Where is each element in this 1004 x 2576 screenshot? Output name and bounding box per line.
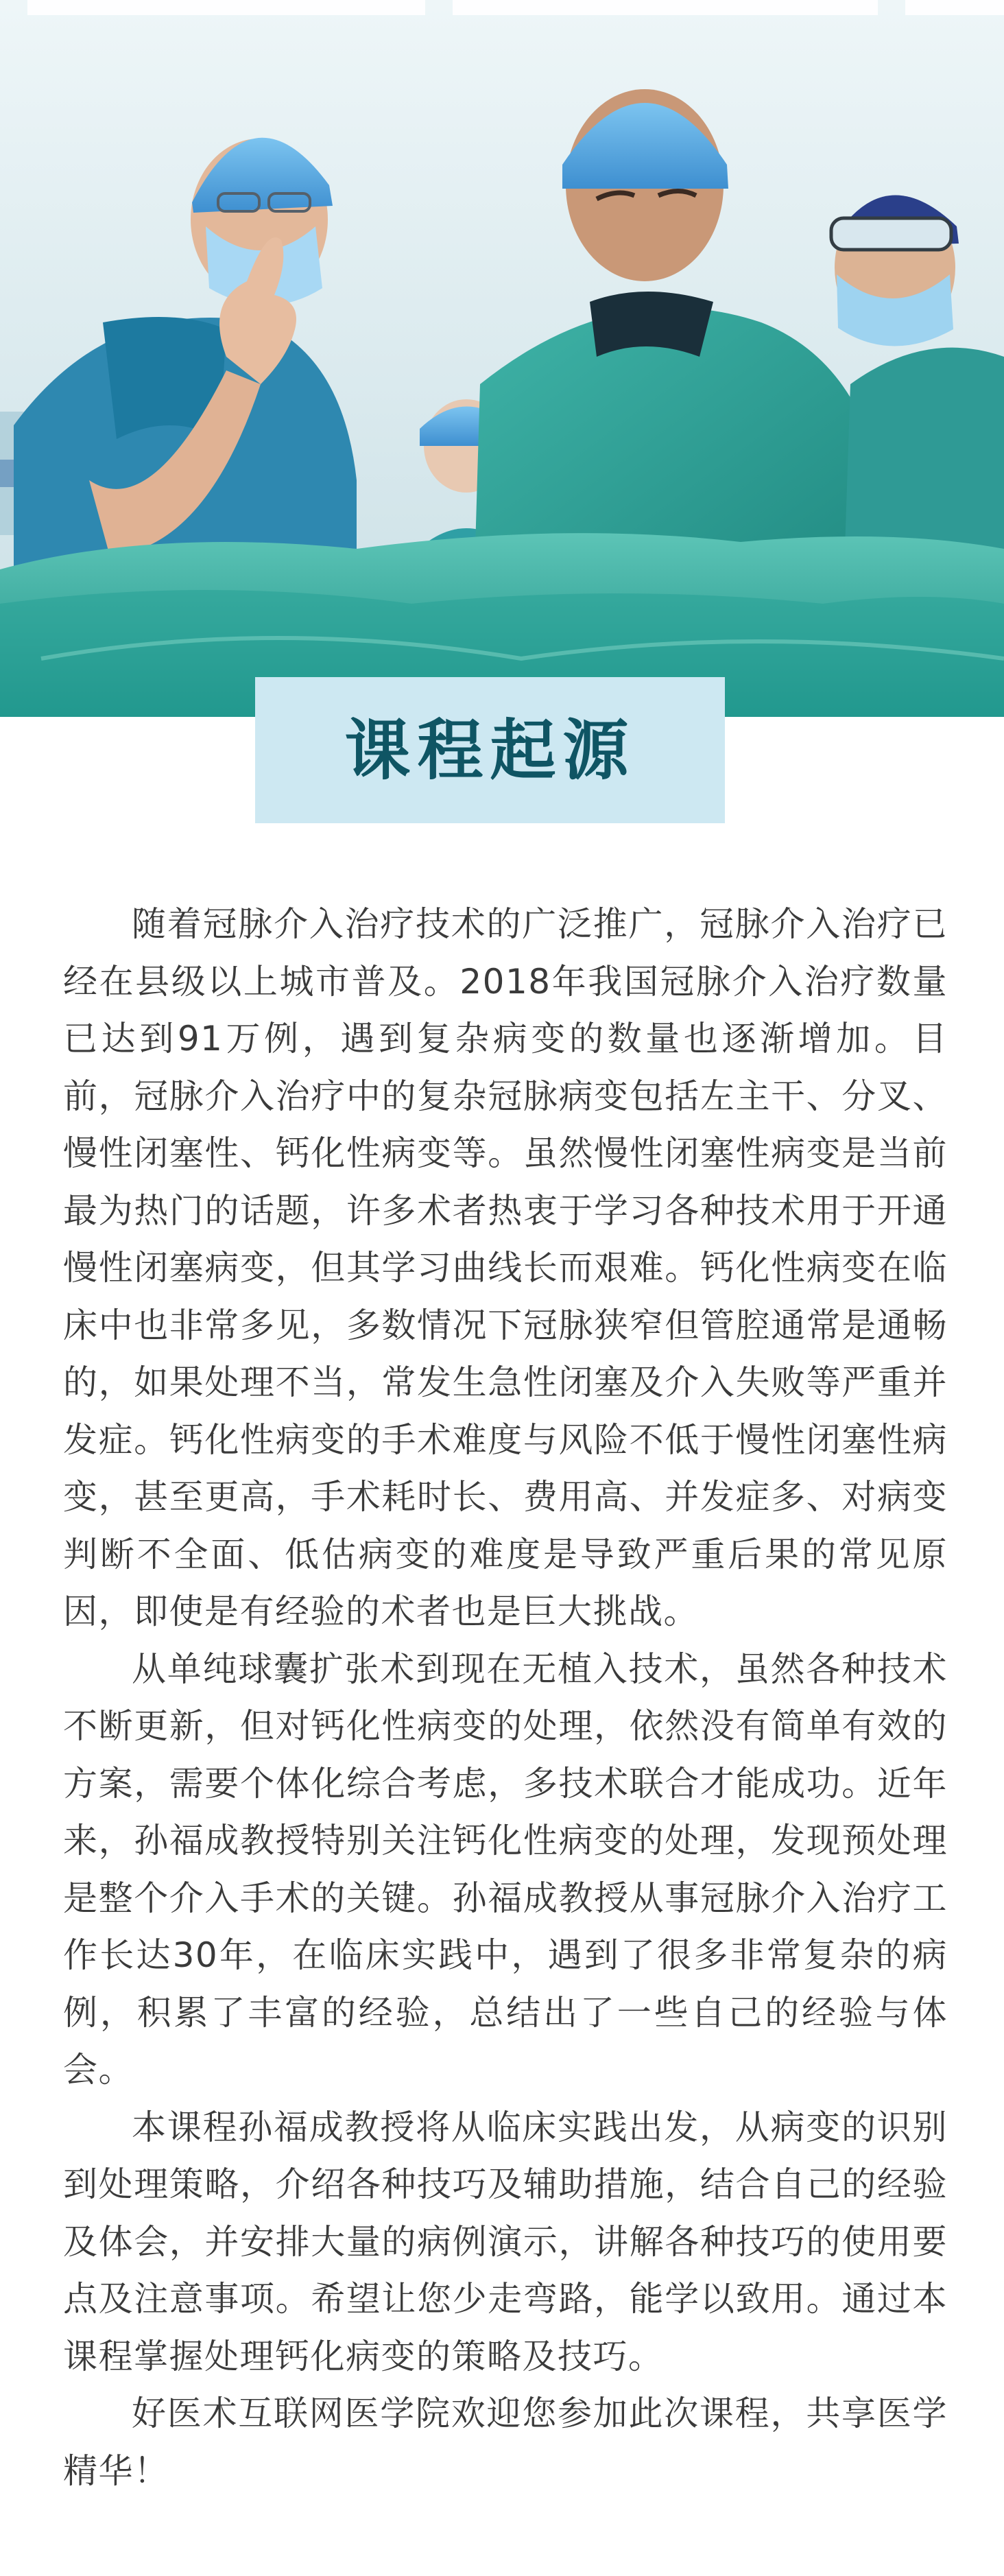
hero-photo (0, 0, 1004, 717)
section-title: 课程起源 (344, 711, 636, 789)
surgeons-photo-icon (0, 0, 1004, 717)
paragraph-1: 随着冠脉介入治疗技术的广泛推广，冠脉介入治疗已经在县级以上城市普及。2018年我国冠脉介入治疗数量已达到91万例，遇到复杂病变的数量也逐渐增加。目前，冠脉介入治疗中的复杂冠脉病变包括左主干、分叉、慢性闭塞性、钙化性病变等。虽然慢性闭塞性病变是当前最为热门的话题，许多术者热衷于学习各种技术用于开通慢性闭塞病变，但其学习曲线长而艰难。钙化性病变在临床中也非常多见，多数情况下冠脉狭窄但管腔通常是通畅的，如果处理不当，常发生急性闭塞及介入失败等严重并发症。钙化性病变的手术难度与风险不低于慢性闭塞性病变，甚至更高，手术耗时长、费用高、并发症多、对病变判断不全面、低估病变的难度是导致严重后果的常见原因，即使是有经验的术者也是巨大挑战。 (63, 904, 948, 1631)
section-title-box (255, 677, 725, 823)
course-description (63, 896, 948, 2500)
paragraph-3: 本课程孙福成教授将从临床实践出发，从病变的识别到处理策略，介绍各种技巧及辅助措施，结合自己的经验及体会，并安排大量的病例演示，讲解各种技巧的使用要点及注意事项。希望让您少走弯路，能学以致用。通过本课程掌握处理钙化病变的策略及技巧。 (63, 2107, 948, 2376)
paragraph-2: 从单纯球囊扩张术到现在无植入技术，虽然各种技术不断更新，但对钙化性病变的处理，依然没有简单有效的方案，需要个体化综合考虑，多技术联合才能成功。近年来，孙福成教授特别关注钙化性病变的处理，发现预处理是整个介入手术的关键。孙福成教授从事冠脉介入治疗工作长达30年，在临床实践中，遇到了很多非常复杂的病例，积累了丰富的经验，总结出了一些自己的经验与体会。 (63, 1649, 948, 2090)
paragraph-4: 好医术互联网医学院欢迎您参加此次课程，共享医学精华！ (63, 2394, 948, 2491)
